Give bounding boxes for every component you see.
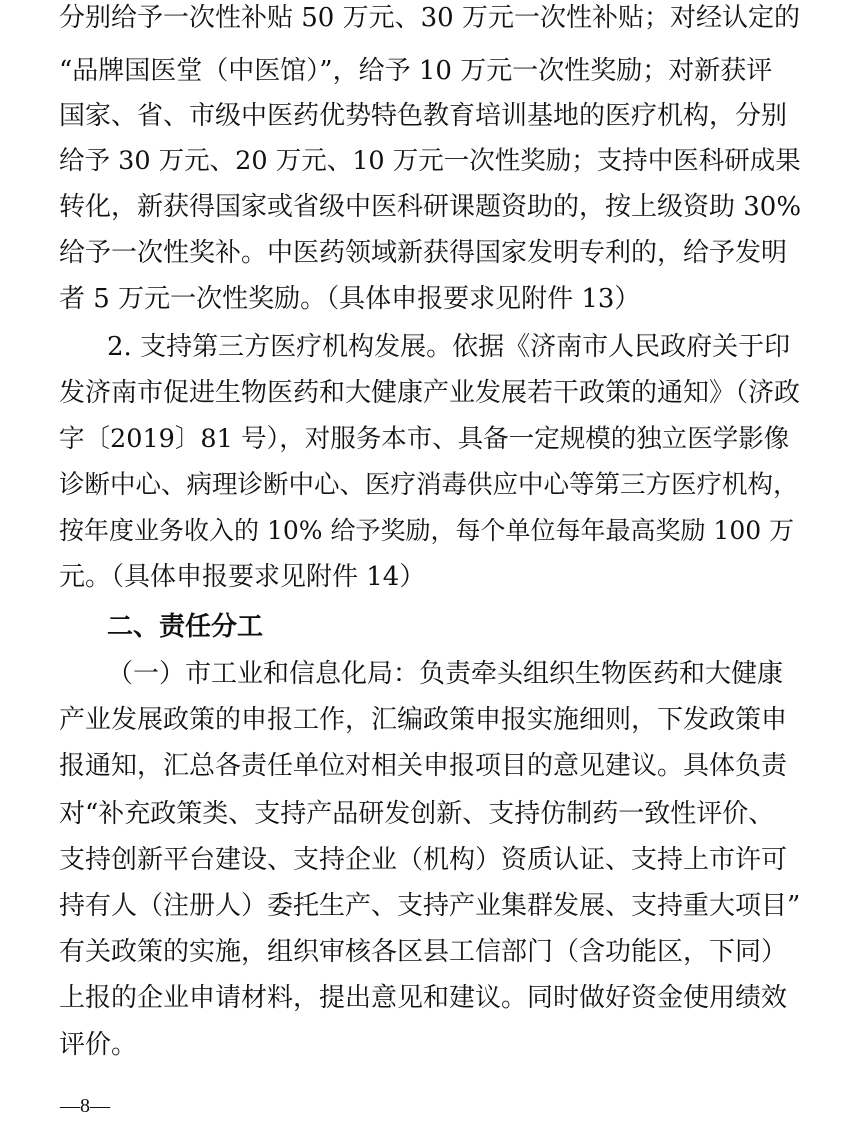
paragraph-line: “品牌国医堂（中医馆）”，给予 10 万元一次性奖励；对新获评: [59, 56, 773, 86]
paragraph-line: 产业发展政策的申报工作，汇编政策申报实施细则，下发政策申: [59, 705, 788, 735]
paragraph-line: 国家、省、市级中医药优势特色教育培训基地的医疗机构，分别: [59, 101, 788, 131]
paragraph-line: 支持创新平台建设、支持企业（机构）资质认证、支持上市许可: [59, 845, 788, 875]
paragraph-line: 评价。: [59, 1030, 138, 1060]
paragraph-line: （一）市工业和信息化局：负责牵头组织生物医药和大健康: [107, 659, 784, 689]
paragraph-line: 对“补充政策类、支持产品研发创新、支持仿制药一致性评价、: [59, 799, 775, 829]
paragraph-line: 者 5 万元一次性奖励。（具体申报要求见附件 13）: [59, 284, 641, 314]
paragraph-line: 给予一次性奖补。中医药领域新获得国家发明专利的，给予发明: [59, 238, 788, 268]
paragraph-line: 上报的企业申请材料，提出意见和建议。同时做好资金使用绩效: [59, 983, 788, 1013]
paragraph-line: 发济南市促进生物医药和大健康产业发展若干政策的通知》（济政: [59, 378, 801, 408]
paragraph-line: 持有人（注册人）委托生产、支持产业集群发展、支持重大项目”: [59, 891, 801, 921]
paragraph-line: 给予 30 万元、20 万元、10 万元一次性奖励；支持中医科研成果: [59, 146, 801, 176]
paragraph-line: 分别给予一次性补贴 50 万元、30 万元一次性补贴；对经认定的: [59, 3, 800, 33]
paragraph-line: 报通知，汇总各责任单位对相关申报项目的意见建议。具体负责: [59, 751, 788, 781]
page-number: —8—: [60, 1095, 110, 1117]
paragraph-line: 元。（具体申报要求见附件 14）: [59, 562, 426, 592]
paragraph-line: 字〔2019〕81 号），对服务本市、具备一定规模的独立医学影像: [59, 424, 790, 454]
paragraph-line: 2. 支持第三方医疗机构发展。依据《济南市人民政府关于印: [107, 332, 791, 362]
paragraph-line: 有关政策的实施，组织审核各区县工信部门（含功能区，下同）: [59, 937, 788, 967]
paragraph-line: 按年度业务收入的 10% 给予奖励，每个单位每年最高奖励 100 万: [59, 516, 795, 545]
section-heading: 二、责任分工: [107, 612, 264, 642]
paragraph-line: 诊断中心、病理诊断中心、医疗消毒供应中心等第三方医疗机构，: [59, 470, 799, 500]
paragraph-line: 转化，新获得国家或省级中医科研课题资助的，按上级资助 30%: [59, 192, 802, 222]
